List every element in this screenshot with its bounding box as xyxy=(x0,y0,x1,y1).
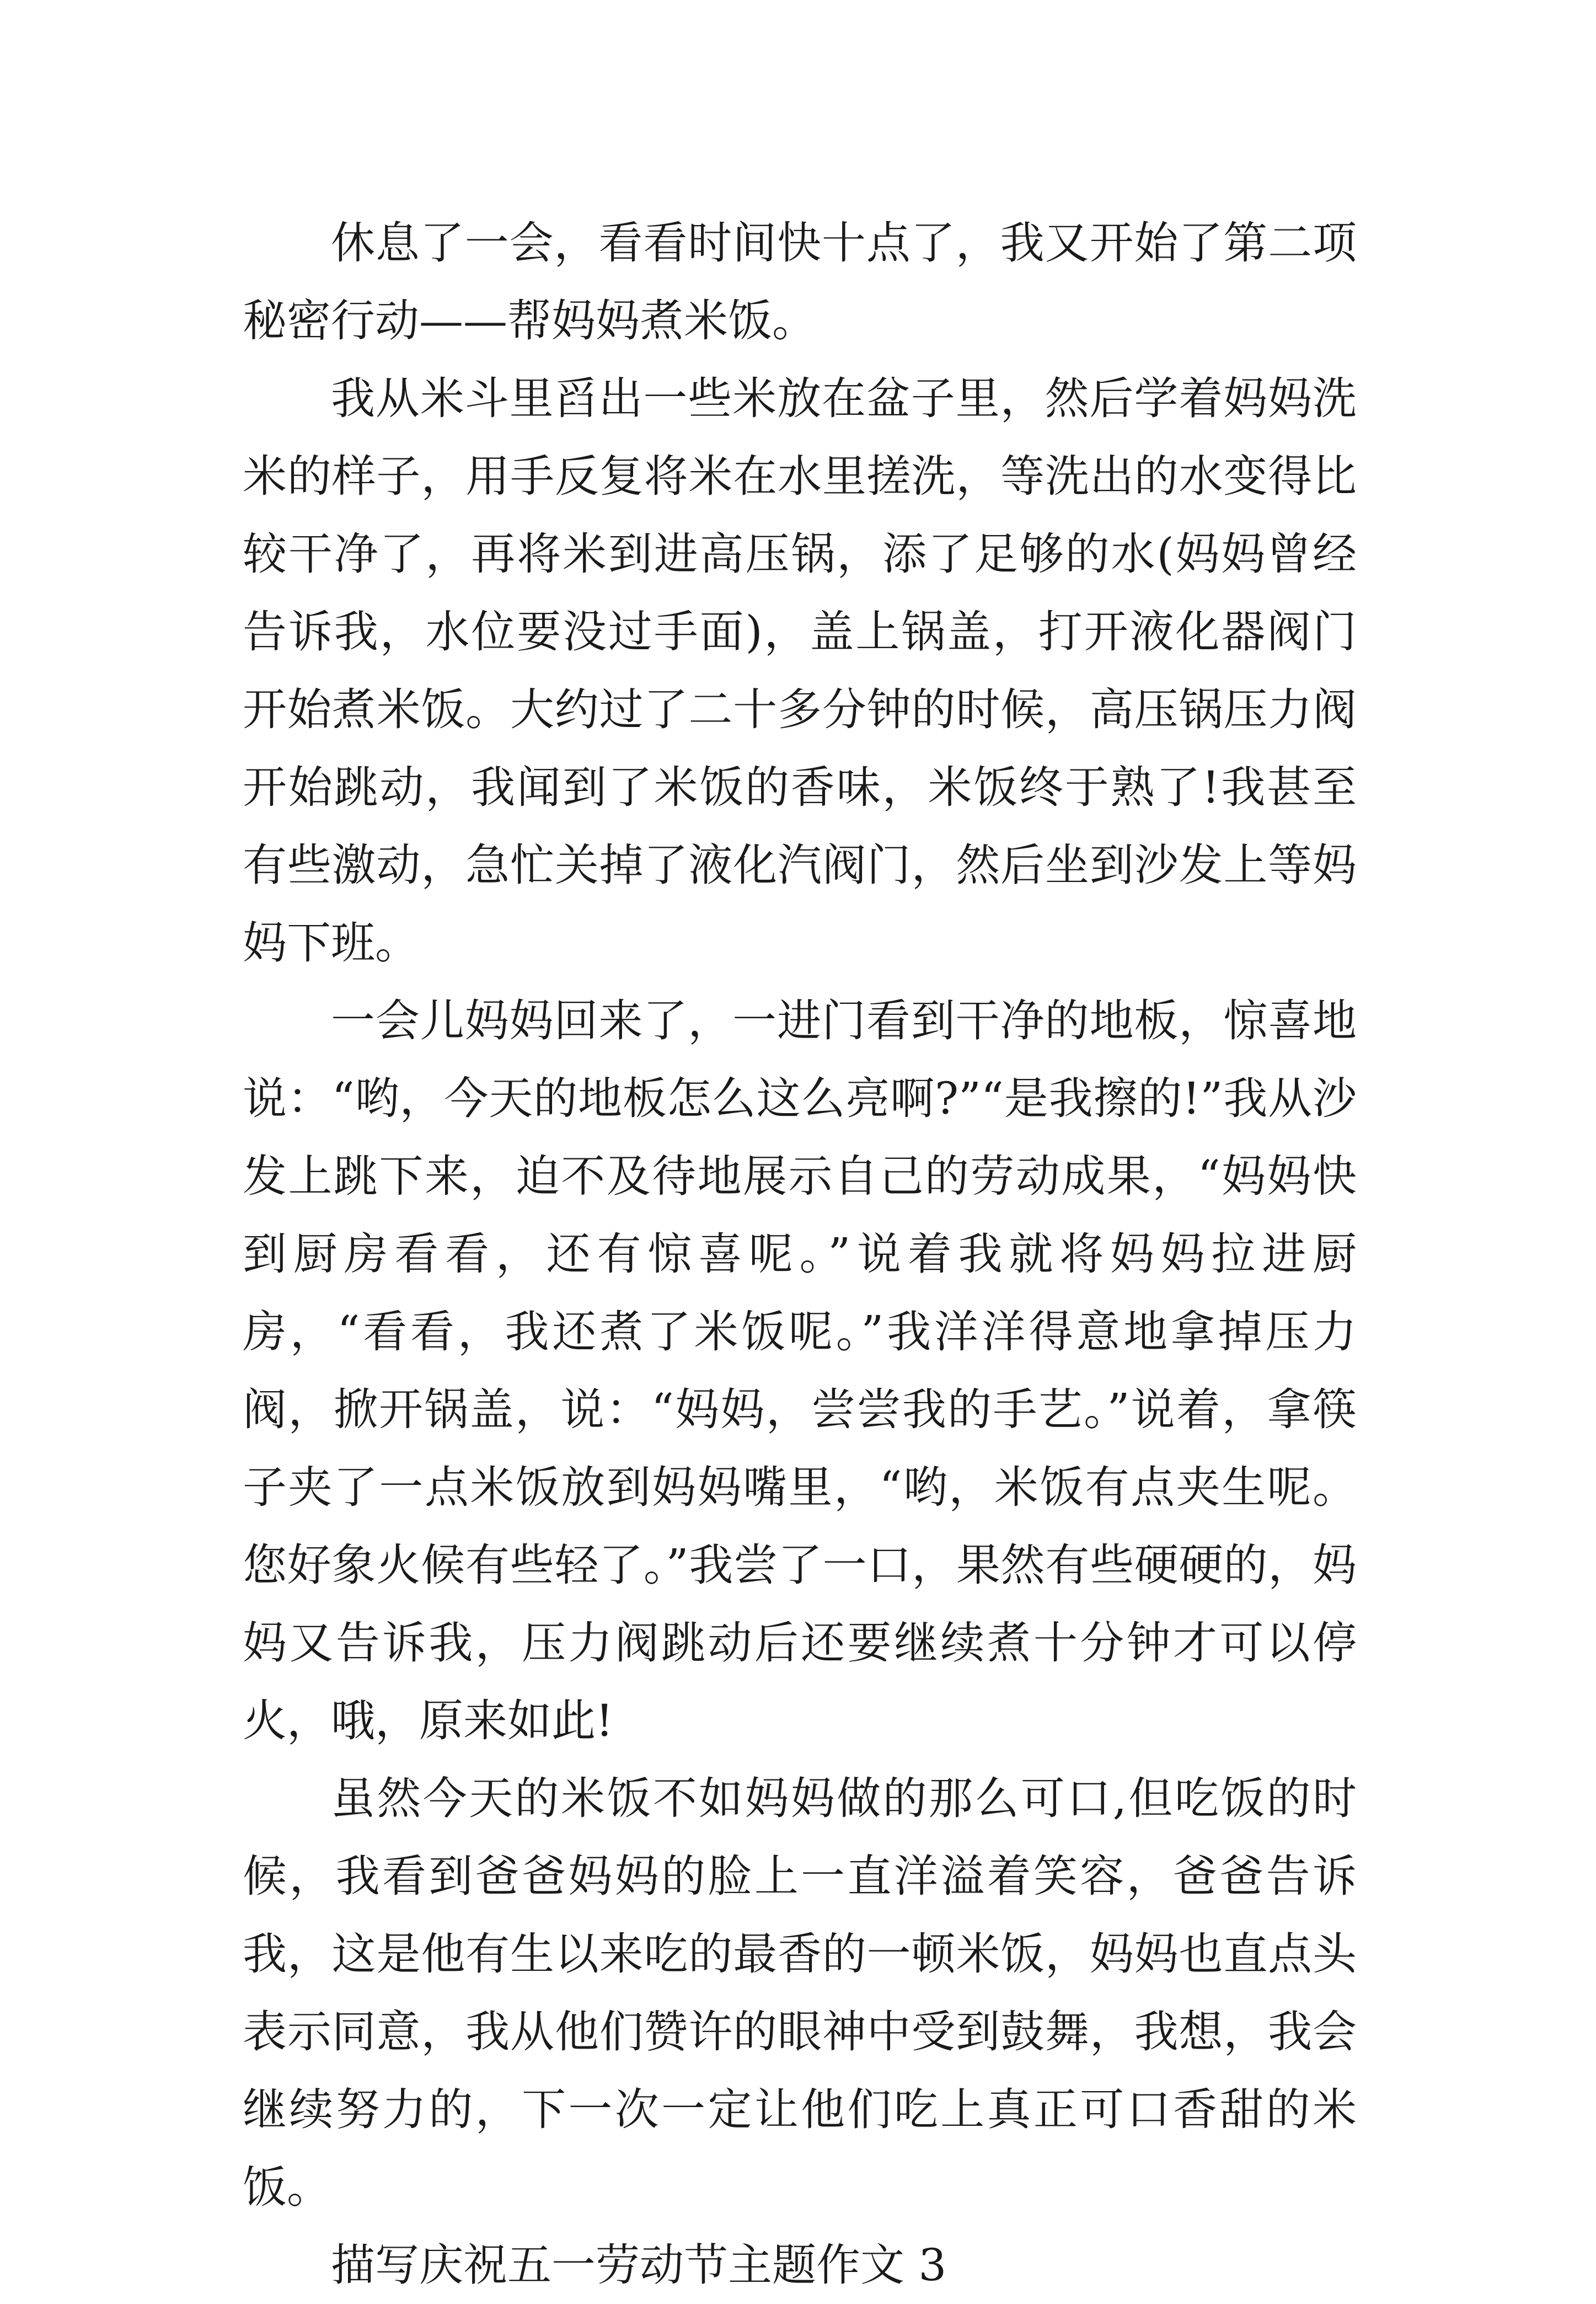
section-title: 描写庆祝五一劳动节主题作文 3 xyxy=(331,2239,947,2291)
paragraph: 虽然今天的米饭不如妈妈做的那么可口,但吃饭的时候，我看到爸爸妈妈的脸上一直洋溢着笑容，爸爸告诉我，这是他有生以来吃的最香的一顿米饭，妈妈也直点头表示同意，我从他们赞许的眼神中受到鼓舞，我想，我会继续努力的，下一次一定让他们吃上真正可口香甜的米饭。 xyxy=(243,1773,1357,2213)
paragraph: 一会儿妈妈回来了，一进门看到干净的地板，惊喜地说：“哟，今天的地板怎么这么亮啊?”“是我擦的!”我从沙发上跳下来，迫不及待地展示自己的劳动成果，“妈妈快到厨房看看，还有惊喜呢。”说着我就将妈妈拉进厨房，“看看，我还煮了米饭呢。”我洋洋得意地拿掉压力阀，掀开锅盖，说：“妈妈，尝尝我的手艺。”说着，拿筷子夹了一点米饭放到妈妈嘴里，“哟，米饭有点夹生呢。您好象火候有些轻了。”我尝了一口，果然有些硬硬的，妈妈又告诉我，压力阀跳动后还要继续煮十分钟才可以停火，哦，原来如此! xyxy=(243,995,1357,1746)
paragraph: 我从米斗里舀出一些米放在盆子里，然后学着妈妈洗米的样子，用手反复将米在水里搓洗，等洗出的水变得比较干净了，再将米到进高压锅，添了足够的水(妈妈曾经告诉我，水位要没过手面)，盖上锅盖，打开液化器阀门开始煮米饭。大约过了二十多分钟的时候，高压锅压力阀开始跳动，我闻到了米饭的香味，米饭终于熟了!我甚至有些激动，急忙关掉了液化汽阀门，然后坐到沙发上等妈妈下班。 xyxy=(243,373,1357,969)
document-body xyxy=(243,204,1357,2304)
paragraph: 休息了一会，看看时间快十点了，我又开始了第二项秘密行动——帮妈妈煮米饭。 xyxy=(243,217,1357,346)
